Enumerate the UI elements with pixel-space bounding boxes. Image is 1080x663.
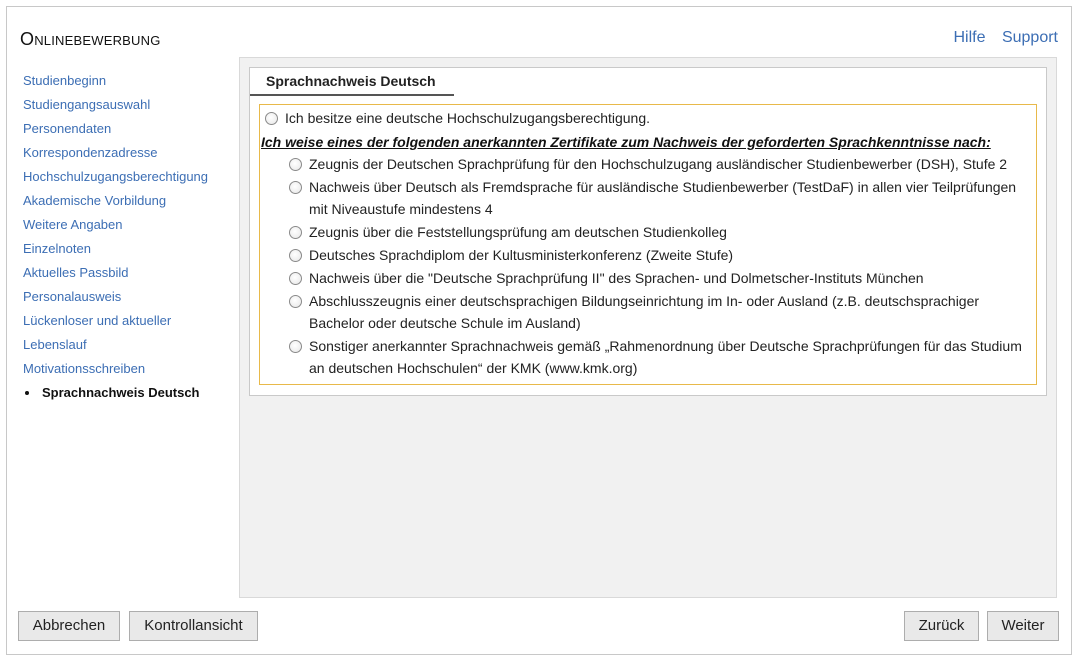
review-button[interactable]: Kontrollansicht [129,611,258,641]
language-proof-fieldset [259,104,1037,385]
radio-button[interactable] [289,272,302,285]
sidebar-item-weitere-angaben[interactable]: Weitere Angaben [23,217,123,232]
back-button[interactable]: Zurück [904,611,979,641]
certificate-heading: Ich weise eines der folgenden anerkannten Zertifikate zum Nachweis der geforderten Sprachkenntnisse nach: [261,134,991,150]
next-button[interactable]: Weiter [987,611,1059,641]
option-label: Nachweis über Deutsch als Fremdsprache für ausländische Studienbewerber (TestDaF) in allen vier Teilprüfungen mit Niveaustufe mindestens 4 [309,179,1017,217]
header-links [941,29,1058,47]
radio-button[interactable] [289,158,302,171]
sidebar-item-lueckenloser-und-aktueller[interactable]: Lückenloser und aktueller [23,313,172,328]
option-feststellungspruefung[interactable] [289,221,1035,243]
option-label: Zeugnis der Deutschen Sprachprüfung für den Hochschulzugang ausländischer Studienbewerber (DSH), Stufe 2 [309,156,1008,172]
radio-button[interactable] [289,340,302,353]
radio-button[interactable] [289,295,302,308]
option-label: Zeugnis über die Feststellungsprüfung am deutschen Studienkolleg [309,224,727,240]
sidebar-item-hochschulzugangsberechtigung[interactable]: Hochschulzugangsberechtigung [23,169,209,184]
help-link[interactable]: Hilfe [953,29,986,46]
option-abschlusszeugnis[interactable] [289,290,1035,334]
tab-sprachnachweis-deutsch[interactable]: Sprachnachweis Deutsch [250,68,454,96]
sidebar-item-personalausweis[interactable]: Personalausweis [23,289,122,304]
option-label: Sonstiger anerkannter Sprachnachweis gemäß „Rahmenordnung über Deutsche Sprachprüfungen für das Studium an deutschen Hochschulen“ der KMK (www.kmk.org) [309,338,1022,376]
radio-button[interactable] [289,181,302,194]
sidebar-nav [23,69,238,405]
sidebar-item-studiengangsauswahl[interactable]: Studiengangsauswahl [23,97,151,112]
certificate-options [289,153,1035,380]
option-label: Ich besitze eine deutsche Hochschulzugangsberechtigung. [285,110,651,126]
sidebar-item-sprachnachweis-deutsch[interactable]: Sprachnachweis Deutsch [23,381,238,405]
form-panel [249,67,1047,396]
sidebar-item-korrespondenzadresse[interactable]: Korrespondenzadresse [23,145,158,160]
sidebar-item-motivationsschreiben[interactable]: Motivationsschreiben [23,361,146,376]
radio-button[interactable] [289,249,302,262]
option-dsh[interactable] [289,153,1035,175]
option-sonstiger[interactable] [289,335,1035,379]
option-label: Deutsches Sprachdiplom der Kultusministerkonferenz (Zweite Stufe) [309,247,734,263]
sidebar-item-einzelnoten[interactable]: Einzelnoten [23,241,91,256]
option-dsp-ii[interactable] [289,267,1035,289]
support-link[interactable]: Support [1001,29,1058,46]
cancel-button[interactable]: Abbrechen [18,611,120,641]
option-sprachdiplom[interactable] [289,244,1035,266]
sidebar-item-akademische-vorbildung[interactable]: Akademische Vorbildung [23,193,167,208]
option-hzb[interactable] [265,107,1025,129]
radio-button[interactable] [289,226,302,239]
option-label: Nachweis über die "Deutsche Sprachprüfung II" des Sprachen- und Dolmetscher-Instituts München [309,270,924,286]
main-content [239,57,1057,598]
option-label: Abschlusszeugnis einer deutschsprachigen Bildungseinrichtung im In- oder Ausland (z.B. deutschsprachiger Bachelor oder deutsche Schule im Ausland) [309,293,980,331]
sidebar-item-lebenslauf[interactable]: Lebenslauf [23,337,87,352]
sidebar-item-personendaten[interactable]: Personendaten [23,121,112,136]
sidebar-item-aktuelles-passbild[interactable]: Aktuelles Passbild [23,265,129,280]
app-title: Onlinebewerbung [20,29,161,49]
radio-button[interactable] [265,112,278,125]
sidebar-item-studienbeginn[interactable]: Studienbeginn [23,73,107,88]
option-testdaf[interactable] [289,176,1035,220]
